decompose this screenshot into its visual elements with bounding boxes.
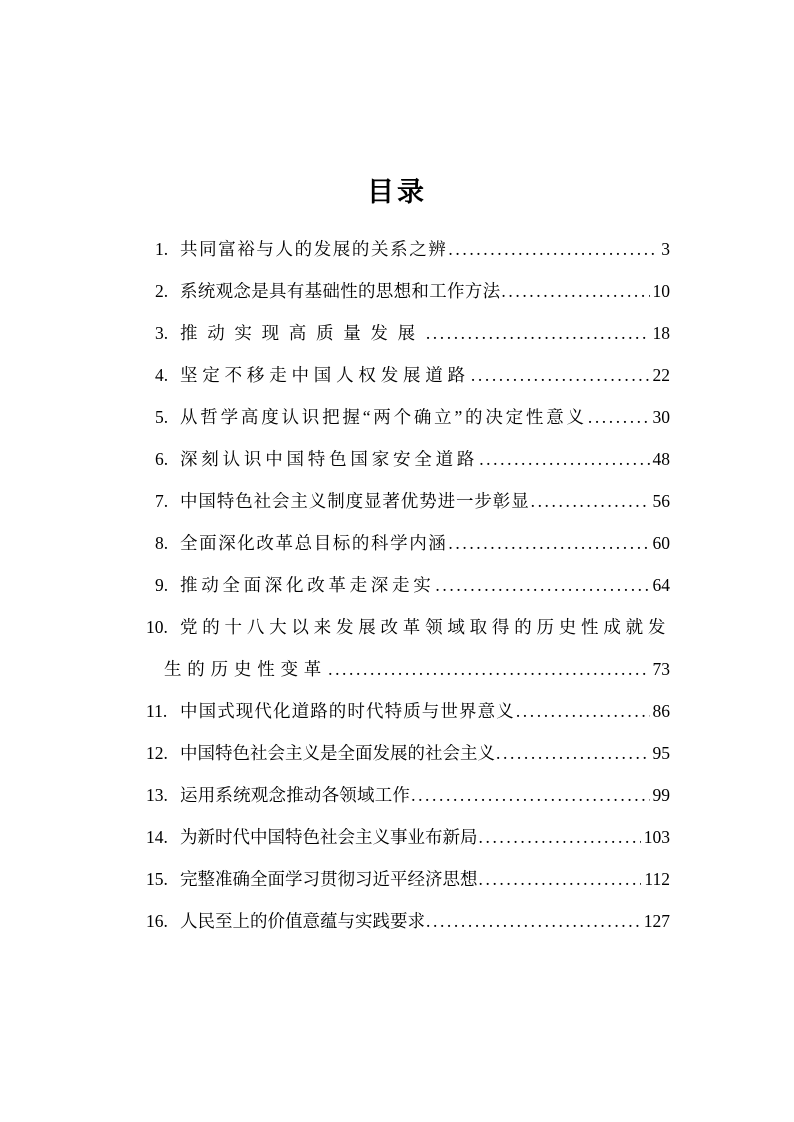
toc-entry-page: 103	[643, 827, 670, 847]
toc-entry-page: 18	[652, 323, 670, 343]
toc-entry[interactable]	[146, 732, 670, 774]
toc-entry-page: 30	[652, 407, 670, 427]
toc-entry-title: 推动全面深化改革走深走实	[180, 575, 435, 595]
toc-entry[interactable]	[146, 396, 670, 438]
dot-leader	[479, 858, 642, 900]
toc-entry-number: 8.	[155, 533, 169, 553]
toc-entry-page: 48	[652, 449, 670, 469]
page-title: 目录	[367, 177, 427, 207]
toc-entry[interactable]	[146, 900, 670, 942]
dot-leader	[328, 648, 649, 690]
toc-entry[interactable]	[146, 858, 670, 900]
toc-entry-number: 16.	[146, 911, 168, 931]
toc-entry[interactable]	[146, 816, 670, 858]
toc-entry-page: 22	[652, 365, 670, 385]
toc-entry-number: 11.	[146, 701, 168, 721]
toc-entry-page: 95	[652, 743, 670, 763]
toc-entry-page: 127	[643, 911, 670, 931]
toc-entry-page: 10	[652, 281, 670, 301]
dot-leader	[531, 480, 650, 522]
toc-entry[interactable]	[146, 606, 670, 648]
dot-leader	[435, 564, 649, 606]
toc-entry-title: 中国式现代化道路的时代特质与世界意义	[180, 701, 515, 721]
toc-entry-page: 99	[652, 785, 670, 805]
toc-entry-number: 14.	[146, 827, 168, 847]
toc-entry-title: 系统观念是具有基础性的思想和工作方法	[180, 281, 501, 301]
toc-entry-number: 4.	[155, 365, 169, 385]
toc-entry-title: 中国特色社会主义制度显著优势进一步彰显	[180, 491, 530, 511]
toc-entry-page: 3	[661, 239, 670, 259]
toc-entry-number: 9.	[155, 575, 169, 595]
dot-leader	[426, 312, 650, 354]
toc-entry-number: 1.	[155, 239, 169, 259]
table-of-contents	[146, 228, 670, 942]
toc-entry-title: 完整准确全面学习贯彻习近平经济思想	[180, 869, 478, 889]
dot-leader	[501, 270, 649, 312]
toc-entry-number: 2.	[155, 281, 169, 301]
toc-entry-page: 73	[652, 659, 670, 679]
toc-entry[interactable]	[146, 312, 670, 354]
toc-entry-number: 6.	[155, 449, 169, 469]
toc-entry-page: 112	[644, 869, 670, 889]
toc-entry-title: 深刻认识中国特色国家安全道路	[180, 449, 479, 469]
toc-entry[interactable]	[146, 228, 670, 270]
toc-entry-title: 中国特色社会主义是全面发展的社会主义	[180, 743, 495, 763]
dot-leader	[448, 522, 649, 564]
dot-leader	[588, 396, 650, 438]
dot-leader	[479, 438, 649, 480]
dot-leader	[448, 228, 658, 270]
dot-leader	[516, 690, 650, 732]
toc-entry-page: 56	[652, 491, 670, 511]
toc-entry-number: 15.	[146, 869, 168, 889]
toc-entry-title: 生的历史性变革	[164, 659, 328, 679]
toc-entry[interactable]	[146, 690, 670, 732]
toc-entry[interactable]	[146, 354, 670, 396]
toc-entry-number: 13.	[146, 785, 168, 805]
toc-entry-title: 共同富裕与人的发展的关系之辨	[180, 239, 448, 259]
toc-entry-title: 运用系统观念推动各领域工作	[180, 785, 411, 805]
toc-entry-page: 60	[652, 533, 670, 553]
toc-entry-number: 7.	[155, 491, 169, 511]
toc-entry[interactable]	[146, 438, 670, 480]
toc-entry[interactable]	[146, 522, 670, 564]
toc-entry-title: 党的十八大以来发展改革领域取得的历史性成就发	[180, 617, 670, 637]
toc-entry-number: 3.	[155, 323, 169, 343]
toc-entry-title: 推动实现高质量发展	[180, 323, 425, 343]
dot-leader	[471, 354, 650, 396]
toc-entry-continuation[interactable]	[146, 648, 670, 690]
toc-entry-title: 人民至上的价值意蕴与实践要求	[180, 911, 425, 931]
toc-entry-title: 为新时代中国特色社会主义事业布新局	[180, 827, 478, 847]
toc-entry[interactable]	[146, 480, 670, 522]
toc-entry-page: 86	[652, 701, 670, 721]
toc-entry-page: 64	[652, 575, 670, 595]
toc-entry-number: 10.	[146, 617, 168, 637]
toc-entry-title: 坚定不移走中国人权发展道路	[180, 365, 470, 385]
toc-entry[interactable]	[146, 774, 670, 816]
toc-entry-number: 12.	[146, 743, 168, 763]
dot-leader	[426, 900, 641, 942]
dot-leader	[411, 774, 649, 816]
dot-leader	[479, 816, 641, 858]
toc-entry-number: 5.	[155, 407, 169, 427]
toc-entry[interactable]	[146, 270, 670, 312]
toc-entry[interactable]	[146, 564, 670, 606]
dot-leader	[496, 732, 650, 774]
toc-entry-title: 从哲学高度认识把握“两个确立”的决定性意义	[180, 407, 587, 427]
toc-entry-title: 全面深化改革总目标的科学内涵	[180, 533, 448, 553]
